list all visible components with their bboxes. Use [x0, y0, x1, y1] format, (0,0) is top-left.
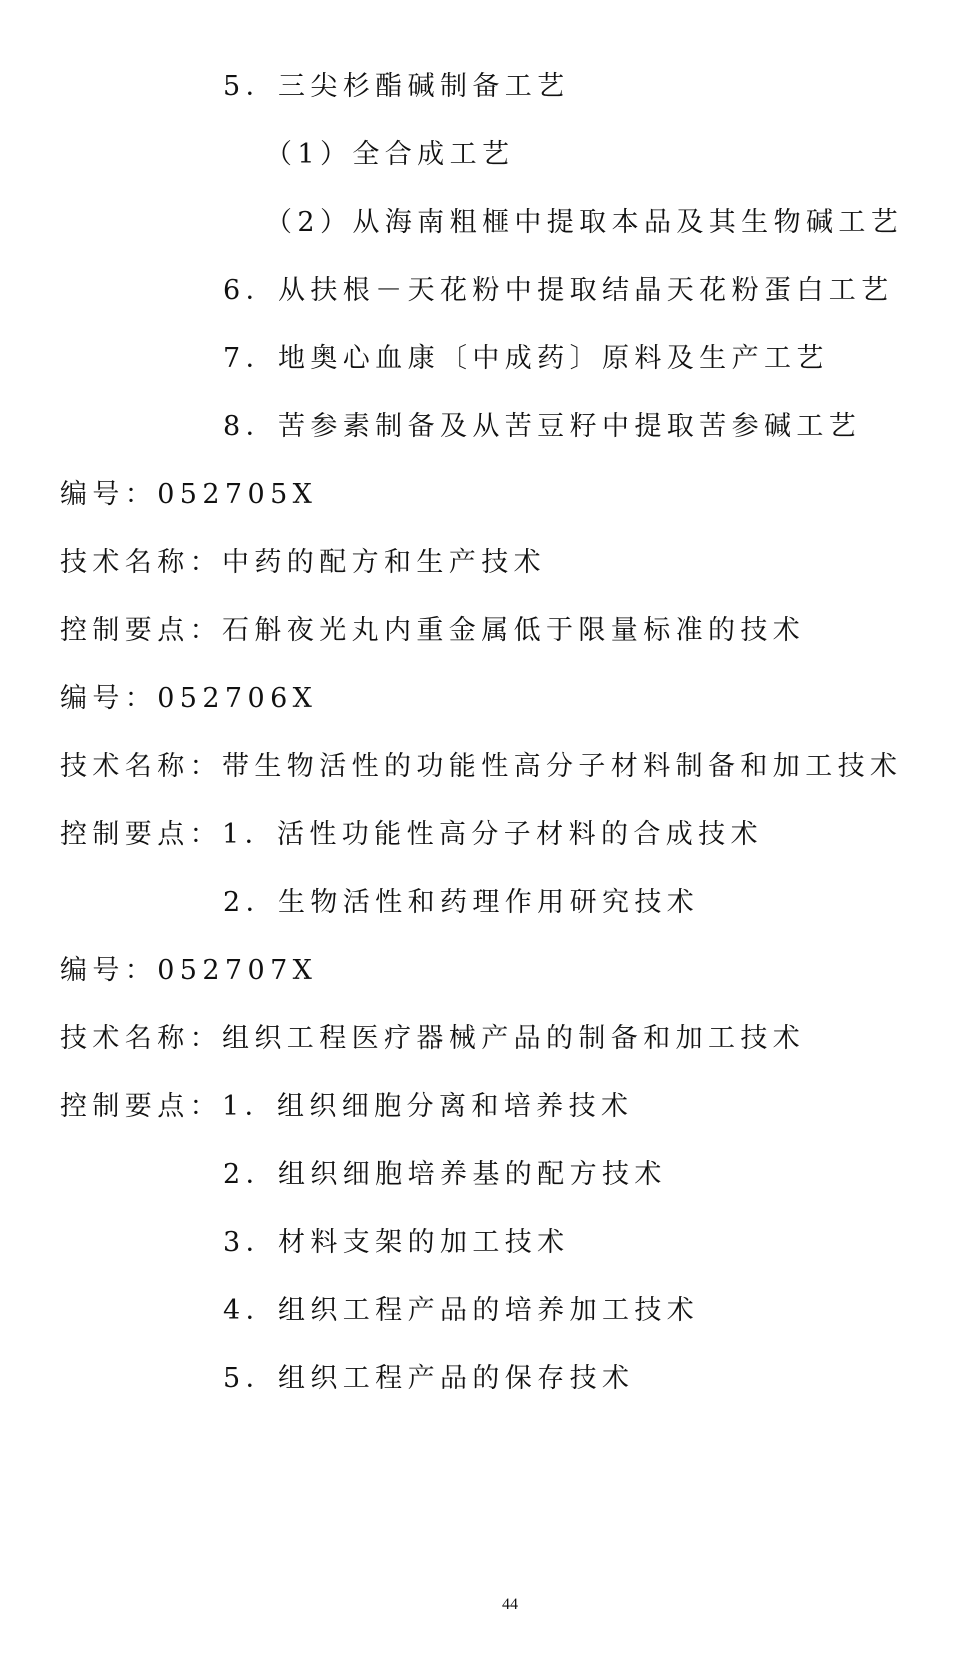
text-line: （1）全合成工艺	[265, 139, 515, 170]
text-line: 控制要点：1．组织细胞分离和培养技术	[60, 1091, 634, 1122]
text-line: 3．材料支架的加工技术	[223, 1227, 570, 1258]
document-body	[0, 53, 975, 1413]
page-number: 44	[502, 1596, 518, 1613]
text-line: 5．组织工程产品的保存技术	[223, 1363, 635, 1394]
text-line: 8．苦参素制备及从苦豆籽中提取苦参碱工艺	[223, 411, 862, 442]
text-line: 编号：052707X	[60, 955, 318, 986]
text-line: 2．生物活性和药理作用研究技术	[223, 887, 700, 918]
text-line: 2．组织细胞培养基的配方技术	[223, 1159, 667, 1190]
text-line: 技术名称：组织工程医疗器械产品的制备和加工技术	[60, 1023, 806, 1054]
text-line: 5．三尖杉酯碱制备工艺	[223, 71, 570, 102]
text-line: 技术名称：带生物活性的功能性高分子材料制备和加工技术	[60, 751, 903, 782]
text-line: 4．组织工程产品的培养加工技术	[223, 1295, 700, 1326]
text-line: 技术名称：中药的配方和生产技术	[60, 547, 546, 578]
text-line: 控制要点：1．活性功能性高分子材料的合成技术	[60, 819, 763, 850]
text-line: （2）从海南粗榧中提取本品及其生物碱工艺	[265, 207, 904, 238]
text-line: 编号：052705X	[60, 479, 318, 510]
text-line: 编号：052706X	[60, 683, 318, 714]
text-line: 6．从扶根－天花粉中提取结晶天花粉蛋白工艺	[223, 275, 894, 306]
text-line: 控制要点：石斛夜光丸内重金属低于限量标准的技术	[60, 615, 806, 646]
text-line: 7．地奥心血康〔中成药〕原料及生产工艺	[223, 343, 829, 374]
